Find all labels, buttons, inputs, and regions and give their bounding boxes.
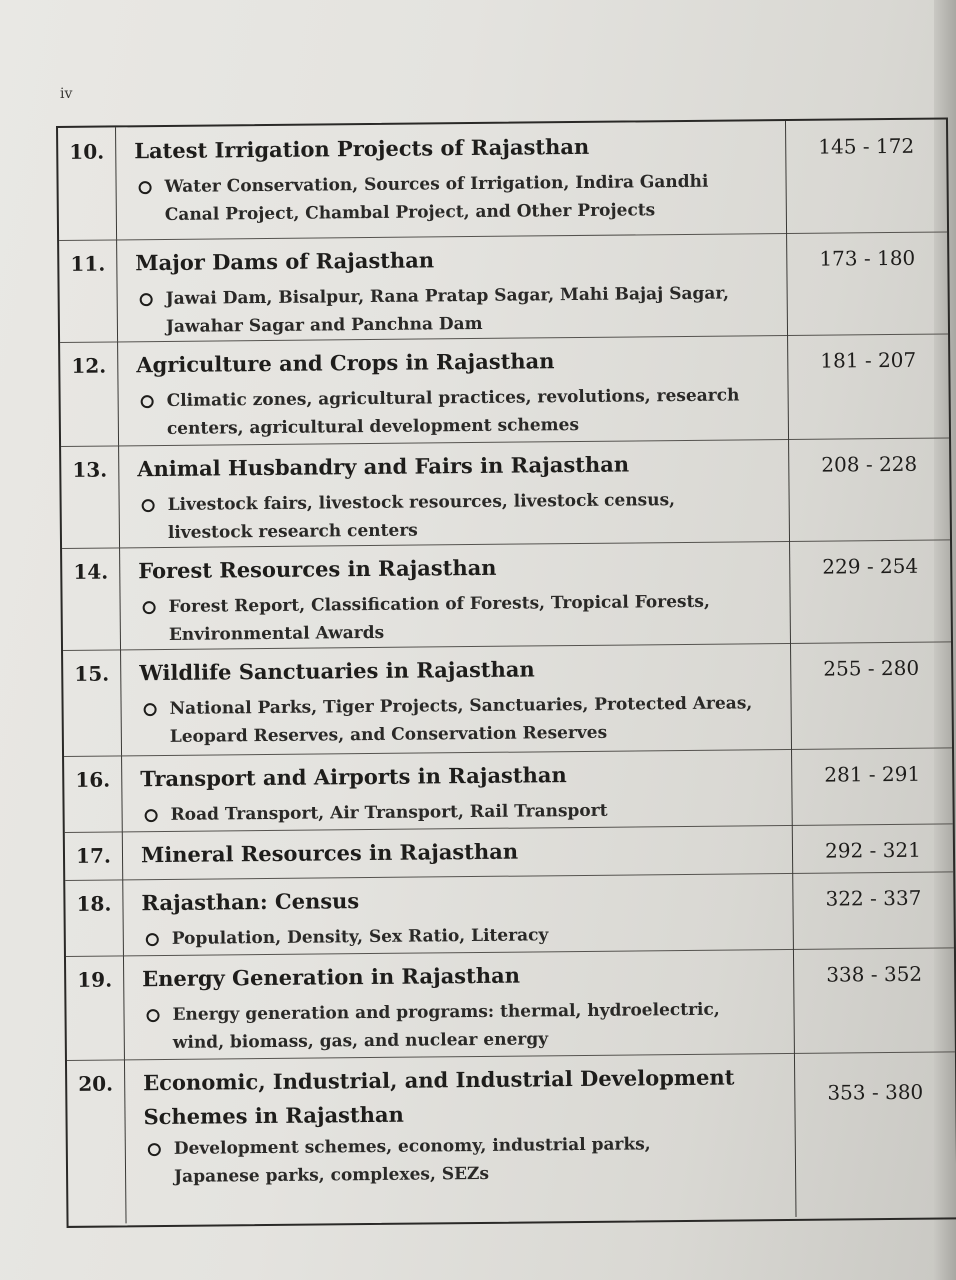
chapter-content — [122, 749, 793, 831]
toc-row-14 — [62, 539, 951, 651]
chapter-content — [123, 873, 794, 955]
chapter-title: Latest Irrigation Projects of Rajasthan — [134, 133, 590, 164]
chapter-number: 11. — [59, 239, 118, 342]
toc-row-10 — [58, 119, 947, 241]
subtopic-line: Development schemes, economy, industrial parks, — [173, 1134, 651, 1159]
subtopic-line: Canal Project, Chambal Project, and Other Projects — [164, 200, 656, 225]
chapter-title: Forest Resources in Rajasthan — [138, 554, 497, 584]
subtopic-line: Forest Report, Classification of Forests, Tropical Forests, — [168, 591, 710, 617]
chapter-content — [119, 439, 790, 547]
toc-row-18 — [65, 871, 954, 957]
bullet-icon — [143, 601, 156, 614]
chapter-content — [120, 541, 791, 649]
subtopic-line: Energy generation and programs: thermal, hydroelectric, — [172, 999, 720, 1025]
page-range: 353 - 380 — [827, 1079, 924, 1105]
page-range: 229 - 254 — [822, 553, 919, 579]
bullet-icon — [139, 181, 152, 194]
page-range: 338 - 352 — [826, 961, 923, 987]
page-range: 173 - 180 — [819, 245, 916, 271]
chapter-number: 16. — [64, 755, 123, 832]
page-range: 322 - 337 — [825, 885, 922, 911]
page-range: 145 - 172 — [818, 133, 915, 159]
chapter-title-line: Economic, Industrial, and Industrial Development — [143, 1064, 735, 1096]
chapter-title: Energy Generation in Rajasthan — [142, 962, 521, 992]
page-range: 208 - 228 — [821, 451, 918, 477]
chapter-title: Agriculture and Crops in Rajasthan — [136, 348, 555, 378]
toc-row-19 — [66, 947, 955, 1061]
chapter-title-line: Schemes in Rajasthan — [143, 1101, 404, 1130]
chapter-subtopics — [134, 167, 786, 229]
subtopic-line: Climatic zones, agricultural practices, revolutions, research — [166, 385, 740, 411]
chapter-subtopics — [138, 485, 790, 547]
subtopic-line: Leopard Reserves, and Conservation Reserves — [169, 722, 608, 747]
chapter-number: 15. — [63, 649, 122, 756]
page-range: 292 - 321 — [824, 837, 922, 863]
chapter-subtopics — [139, 689, 791, 751]
subtopic-line: Environmental Awards — [168, 622, 385, 645]
chapter-subtopics — [138, 587, 790, 649]
chapter-title: Rajasthan: Census — [141, 888, 360, 916]
bullet-icon — [140, 293, 153, 306]
toc-row-12 — [60, 333, 949, 447]
chapter-number: 13. — [61, 445, 120, 548]
page-range: 255 - 280 — [823, 655, 920, 681]
chapter-content — [121, 643, 792, 755]
page-number: iv — [60, 86, 73, 102]
chapter-content — [124, 949, 795, 1059]
chapter-number: 19. — [66, 955, 125, 1060]
page-range: 281 - 291 — [824, 761, 921, 787]
chapter-content — [125, 1053, 797, 1223]
chapter-content — [118, 335, 789, 445]
chapter-subtopics — [137, 381, 789, 443]
subtopic-line: Japanese parks, complexes, SEZs — [173, 1163, 490, 1187]
chapter-number: 12. — [60, 341, 119, 446]
subtopic-line: Jawahar Sagar and Panchna Dam — [165, 313, 483, 337]
toc-row-11 — [59, 231, 948, 343]
chapter-number: 10. — [58, 127, 117, 240]
chapter-subtopics — [144, 1129, 796, 1191]
chapter-number: 14. — [62, 547, 121, 650]
chapter-title: Transport and Airports in Rajasthan — [140, 762, 567, 792]
chapter-content — [123, 825, 793, 879]
bullet-icon — [144, 703, 157, 716]
table-of-contents — [56, 117, 956, 1228]
subtopic-line: Livestock fairs, livestock resources, livestock census, — [167, 490, 676, 515]
toc-row-13 — [61, 437, 950, 549]
toc-row-20 — [67, 1051, 956, 1224]
bullet-icon — [142, 499, 155, 512]
bullet-icon — [146, 933, 159, 946]
toc-row-16 — [64, 747, 953, 833]
chapter-content — [117, 233, 788, 341]
chapter-subtopics — [142, 919, 793, 953]
bullet-icon — [148, 1143, 161, 1156]
chapter-title: Mineral Resources in Rajasthan — [140, 838, 519, 868]
chapter-number: 18. — [65, 879, 124, 956]
chapter-subtopics — [140, 795, 791, 829]
chapter-number: 20. — [67, 1059, 127, 1224]
chapter-title: Wildlife Sanctuaries in Rajasthan — [139, 656, 535, 686]
subtopic-line: Road Transport, Air Transport, Rail Transport — [170, 800, 608, 825]
chapter-title: Major Dams of Rajasthan — [135, 247, 435, 276]
subtopic-line: Water Conservation, Sources of Irrigation, Indira Gandhi — [164, 171, 709, 197]
chapter-subtopics — [136, 279, 788, 341]
chapter-content — [116, 121, 787, 239]
subtopic-line: Population, Density, Sex Ratio, Literacy — [171, 925, 549, 949]
chapter-subtopics — [142, 995, 794, 1057]
bullet-icon — [146, 1009, 159, 1022]
chapter-title: Animal Husbandry and Fairs in Rajasthan — [137, 451, 630, 482]
bullet-icon — [141, 395, 154, 408]
subtopic-line: livestock research centers — [167, 520, 418, 543]
subtopic-line: wind, biomass, gas, and nuclear energy — [172, 1029, 549, 1053]
subtopic-line: National Parks, Tiger Projects, Sanctuaries, Protected Areas, — [169, 693, 753, 719]
toc-row-15 — [63, 641, 952, 757]
subtopic-line: Jawai Dam, Bisalpur, Rana Pratap Sagar, Mahi Bajaj Sagar, — [165, 283, 730, 309]
chapter-number: 17. — [65, 831, 123, 880]
page-range: 181 - 207 — [820, 347, 917, 373]
subtopic-line: centers, agricultural development schemes — [166, 414, 580, 439]
bullet-icon — [145, 809, 158, 822]
